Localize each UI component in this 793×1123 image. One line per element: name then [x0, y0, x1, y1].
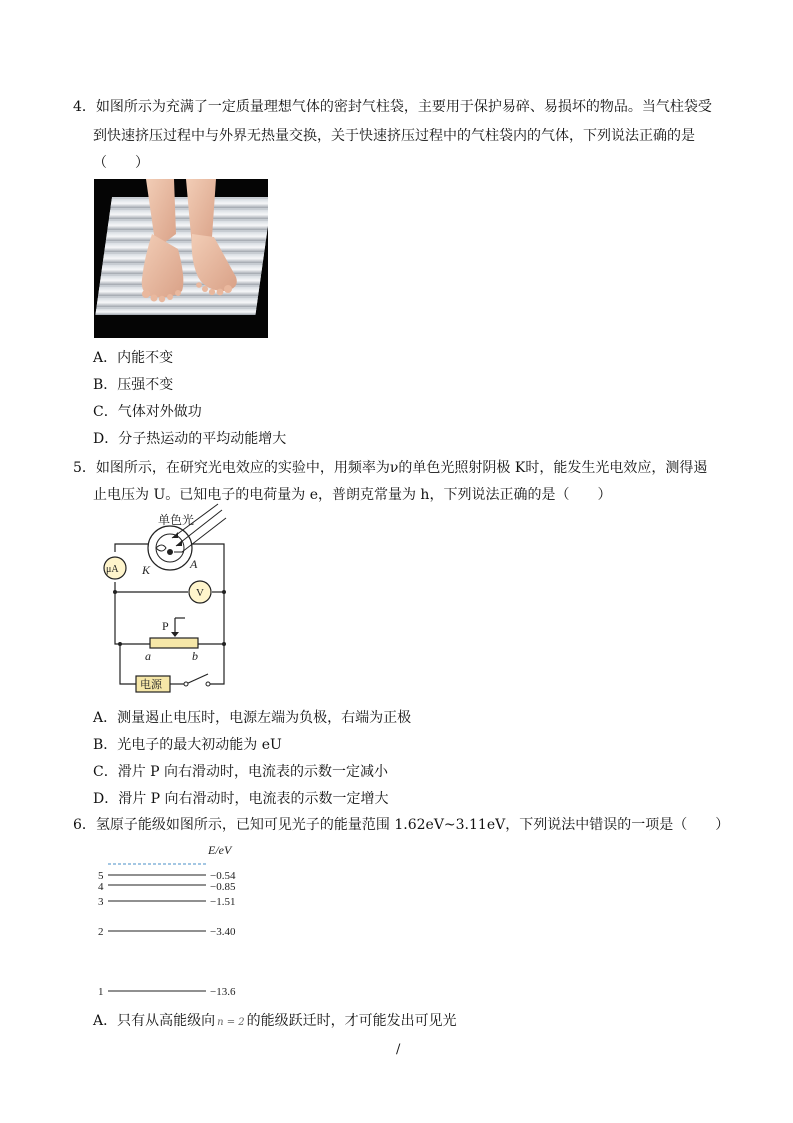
level-3-n: 3	[98, 896, 104, 908]
hydrogen-energy-level-diagram	[90, 840, 260, 1009]
light-label: 单色光	[158, 513, 195, 527]
level-2-n: 2	[98, 926, 104, 938]
q4-option-b: B．压强不变	[93, 377, 174, 393]
level-5-energy: −0.54	[210, 870, 236, 882]
q5-option-c: C．滑片 P 向右滑动时，电流表的示数一定减小	[93, 764, 389, 780]
level-4-n: 4	[98, 881, 104, 893]
level-1-energy: −13.6	[210, 986, 236, 998]
q6-option-a-pre: A．只有从高能级向	[93, 1013, 216, 1029]
q4-option-c: C．气体对外做功	[93, 404, 202, 420]
q4-stem-line2: 到快速挤压过程中与外界无热量交换，关于快速挤压过程中的气柱袋内的气体，下列说法正确的是	[93, 128, 695, 144]
q6-option-a-formula: n = 2	[217, 1017, 245, 1028]
q4-option-d: D．分子热运动的平均动能增大	[93, 431, 287, 447]
energy-axis-label: E/eV	[208, 843, 232, 857]
ammeter-label: μA	[106, 564, 119, 575]
anode-label: A	[190, 557, 198, 571]
page-number: /	[396, 1042, 401, 1057]
level-4-energy: −0.85	[210, 881, 236, 893]
q5-stem-line1: 5．如图所示，在研究光电效应的实验中，用频率为ν的单色光照射阴极 K时，能发生光电效应，测得遏	[73, 460, 708, 476]
q6-option-a	[93, 1012, 457, 1032]
level-2-energy: −3.40	[210, 926, 236, 938]
q5-option-b: B．光电子的最大初动能为 eU	[93, 737, 282, 753]
q4-option-a: A．内能不变	[93, 350, 174, 366]
endpoint-a-label: a	[145, 649, 151, 663]
power-source-label: 电源	[140, 679, 162, 691]
q5-option-a: A．测量遏止电压时，电源左端为负极，右端为正极	[93, 710, 412, 726]
endpoint-b-label: b	[192, 649, 198, 663]
voltmeter-label: V	[196, 587, 204, 599]
level-3-energy: −1.51	[210, 896, 236, 908]
photoelectric-circuit-diagram	[100, 508, 240, 697]
cathode-label: K	[142, 563, 151, 577]
q4-stem-line1: 4．如图所示为充满了一定质量理想气体的密封气柱袋，主要用于保护易碎、易损坏的物品。当气柱袋受	[73, 99, 712, 115]
level-1-n: 1	[98, 986, 104, 998]
q6-option-a-post: 的能级跃迁时，才可能发出可见光	[246, 1013, 457, 1029]
slider-p-label: P	[162, 619, 169, 633]
q5-stem-line2: 止电压为 U。已知电子的电荷量为 e，普朗克常量为 h，下列说法正确的是（ ）	[93, 487, 612, 503]
air-column-bag-photo	[94, 179, 268, 338]
q4-answer-blank: （ ）	[93, 155, 149, 171]
level-5-n: 5	[98, 870, 104, 882]
q6-stem-line1: 6．氢原子能级如图所示，已知可见光子的能量范围 1.62eV~3.11eV，下列说法中错误的一项是（ ）	[73, 817, 730, 833]
q5-option-d: D．滑片 P 向右滑动时，电流表的示数一定增大	[93, 791, 389, 807]
